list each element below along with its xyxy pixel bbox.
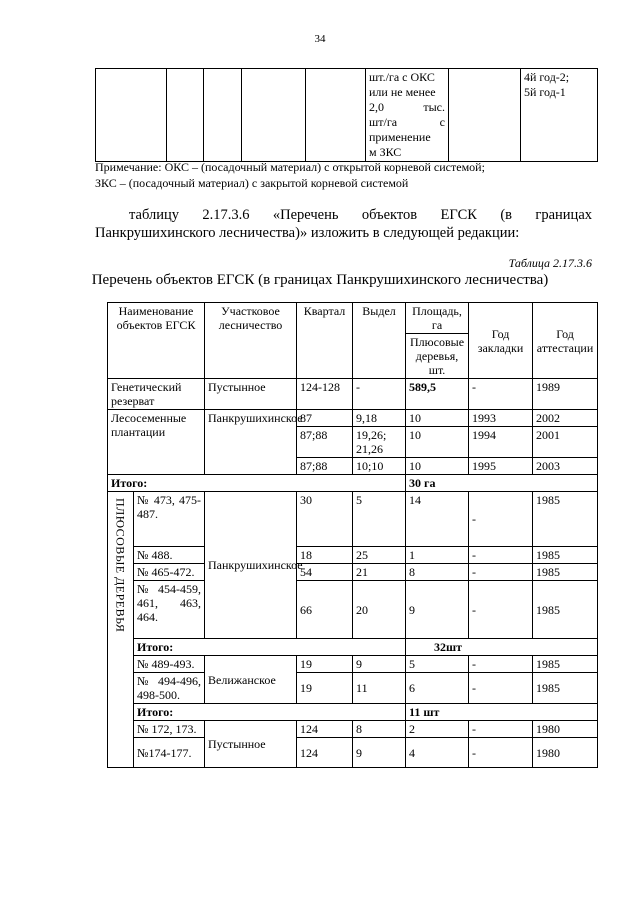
- note-zks: ЗКС – (посадочный материал) с закрытой корневой системой: [95, 176, 409, 190]
- cell-name: № 454-459, 461, 463, 464.: [134, 581, 205, 639]
- egsk-table: [107, 302, 598, 768]
- total-value: 11 шт: [406, 704, 598, 721]
- cell-year-laid: -: [469, 581, 533, 639]
- header-vydel: Выдел: [353, 303, 406, 379]
- empty-cell: [167, 69, 204, 162]
- cell-year-laid: -: [469, 738, 533, 768]
- schedule-cell: [521, 69, 598, 162]
- cell-vydel: 9,18: [353, 410, 406, 427]
- cell-vydel: 9: [353, 656, 406, 673]
- cell-vydel: 9: [353, 738, 406, 768]
- total-row: [108, 704, 598, 721]
- cell-year-laid: -: [469, 564, 533, 581]
- cell-name: № 473, 475-487.: [134, 492, 205, 547]
- schedule-line: 5й год-1: [524, 85, 566, 99]
- cell-year-cert: 1985: [533, 492, 598, 547]
- cell-forestry: Панкрушихинское: [205, 410, 297, 475]
- cell-area: 8: [406, 564, 469, 581]
- cell-kvartal: 66: [297, 581, 353, 639]
- cell-forestry: Панкрушихинское: [205, 492, 297, 639]
- cell-area: 10: [406, 410, 469, 427]
- table-row: [108, 673, 598, 704]
- cell-year-cert: 1985: [533, 547, 598, 564]
- cell-vydel: 25: [353, 547, 406, 564]
- cell-area: 1: [406, 547, 469, 564]
- cell-year-laid: 1995: [469, 458, 533, 475]
- cell-vydel: 21: [353, 564, 406, 581]
- header-kvartal: Квартал: [297, 303, 353, 379]
- cell-vydel: -: [353, 379, 406, 410]
- empty-cell: [242, 69, 306, 162]
- cell-vydel: 10;10: [353, 458, 406, 475]
- cell-year-laid: -: [469, 547, 533, 564]
- table-row: [108, 564, 598, 581]
- cell-year-laid: -: [469, 673, 533, 704]
- table-row: [108, 547, 598, 564]
- total-label: Итого:: [108, 475, 406, 492]
- cell-kvartal: 30: [297, 492, 353, 547]
- cell-vydel: 19,26; 21,26: [353, 427, 406, 458]
- cell-area: 4: [406, 738, 469, 768]
- cell-year-cert: 1985: [533, 564, 598, 581]
- cell-year-cert: 2001: [533, 427, 598, 458]
- table-row: [108, 379, 598, 410]
- empty-cell: [306, 69, 366, 162]
- norm-line: шт/га с: [369, 115, 445, 129]
- total-value: 32шт: [406, 639, 598, 656]
- cell-year-cert: 1980: [533, 738, 598, 768]
- note-oks: Примечание: ОКС – (посадочный материал) с открытой корневой системой;: [95, 160, 485, 174]
- cell-vydel: 20: [353, 581, 406, 639]
- total-label: Итого:: [134, 704, 406, 721]
- continued-table: [95, 68, 598, 162]
- norm-line: шт./га с ОКС: [369, 70, 435, 84]
- cell-area: 10: [406, 427, 469, 458]
- empty-cell: [204, 69, 242, 162]
- cell-year-laid: -: [469, 721, 533, 738]
- cell-vydel: 8: [353, 721, 406, 738]
- cell-name: №174-177.: [134, 738, 205, 768]
- header-name: Наименование объектов ЕГСК: [108, 303, 205, 379]
- cell-name: Лесосеменные плантации: [108, 410, 205, 475]
- norm-line: 2,0 тыс.: [369, 100, 445, 114]
- cell-kvartal: 87: [297, 410, 353, 427]
- cell-year-laid: 1994: [469, 427, 533, 458]
- header-area: Площадь, га: [406, 303, 469, 334]
- cell-year-cert: 2002: [533, 410, 598, 427]
- cell-kvartal: 124: [297, 738, 353, 768]
- cell-year-cert: 1985: [533, 656, 598, 673]
- total-row: [108, 475, 598, 492]
- cell-kvartal: 124: [297, 721, 353, 738]
- table-row: [108, 656, 598, 673]
- group-label-plus-trees: ПЛЮСОВЫЕ ДЕРЕВЬЯ: [108, 492, 134, 768]
- cell-name: Генетический резерват: [108, 379, 205, 410]
- cell-area: 9: [406, 581, 469, 639]
- cell-kvartal: 87;88: [297, 427, 353, 458]
- total-row: [108, 639, 598, 656]
- instruction-paragraph: [95, 206, 592, 242]
- cell-vydel: 5: [353, 492, 406, 547]
- cell-name: № 488.: [134, 547, 205, 564]
- cell-area: 14: [406, 492, 469, 547]
- cell-kvartal: 124-128: [297, 379, 353, 410]
- empty-cell: [96, 69, 167, 162]
- schedule-line: 4й год-2;: [524, 70, 570, 84]
- cell-name: № 494-496, 498-500.: [134, 673, 205, 704]
- cell-vydel: 11: [353, 673, 406, 704]
- header-row: [108, 303, 598, 334]
- norm-line: м ЗКС: [369, 145, 402, 159]
- cell-year-cert: 2003: [533, 458, 598, 475]
- instruction-line-2: Панкрушихинского лесничества)» изложить в следующей редакции:: [95, 225, 520, 241]
- cell-area: 10: [406, 458, 469, 475]
- table-row: [108, 581, 598, 639]
- cell-year-laid: -: [469, 379, 533, 410]
- cell-year-laid: -: [469, 492, 533, 547]
- cell-year-laid: 1993: [469, 410, 533, 427]
- instruction-line-1: таблицу 2.17.3.6 «Перечень объектов ЕГСК (в границах: [129, 207, 592, 223]
- cell-year-cert: 1989: [533, 379, 598, 410]
- norm-line: или не менее: [369, 85, 436, 99]
- total-value: 30 га: [406, 475, 598, 492]
- cell-year-cert: 1980: [533, 721, 598, 738]
- cell-year-cert: 1985: [533, 673, 598, 704]
- table-row: [108, 410, 598, 427]
- cell-year-cert: 1985: [533, 581, 598, 639]
- total-label: Итого:: [134, 639, 406, 656]
- cell-area: 6: [406, 673, 469, 704]
- cell-area: 5: [406, 656, 469, 673]
- table-row: [108, 492, 598, 547]
- table-title: Перечень объектов ЕГСК (в границах Панкрушихинского лесничества): [91, 272, 549, 288]
- norm-cell: [366, 69, 449, 162]
- cell-name: № 489-493.: [134, 656, 205, 673]
- cell-kvartal: 19: [297, 673, 353, 704]
- cell-forestry: Велижанское: [205, 656, 297, 704]
- table-row: [108, 721, 598, 738]
- cell-kvartal: 87;88: [297, 458, 353, 475]
- empty-cell: [449, 69, 521, 162]
- header-plus-trees: Плюсовые деревья, шт.: [406, 334, 469, 379]
- header-year-cert: Год аттестации: [533, 303, 598, 379]
- cell-name: № 172, 173.: [134, 721, 205, 738]
- cell-name: № 465-472.: [134, 564, 205, 581]
- table-row: [108, 738, 598, 768]
- cell-forestry: Пустынное: [205, 721, 297, 768]
- cell-kvartal: 19: [297, 656, 353, 673]
- cell-forestry: Пустынное: [205, 379, 297, 410]
- cell-year-laid: -: [469, 656, 533, 673]
- page-number: 34: [314, 33, 326, 45]
- norm-line: применение: [369, 130, 431, 144]
- cell-area: 589,5: [406, 379, 469, 410]
- cell-kvartal: 54: [297, 564, 353, 581]
- cell-area: 2: [406, 721, 469, 738]
- cell-kvartal: 18: [297, 547, 353, 564]
- header-year-laid: Год закладки: [469, 303, 533, 379]
- header-forestry: Участковое лесничество: [205, 303, 297, 379]
- table-caption: Таблица 2.17.3.6: [508, 256, 592, 270]
